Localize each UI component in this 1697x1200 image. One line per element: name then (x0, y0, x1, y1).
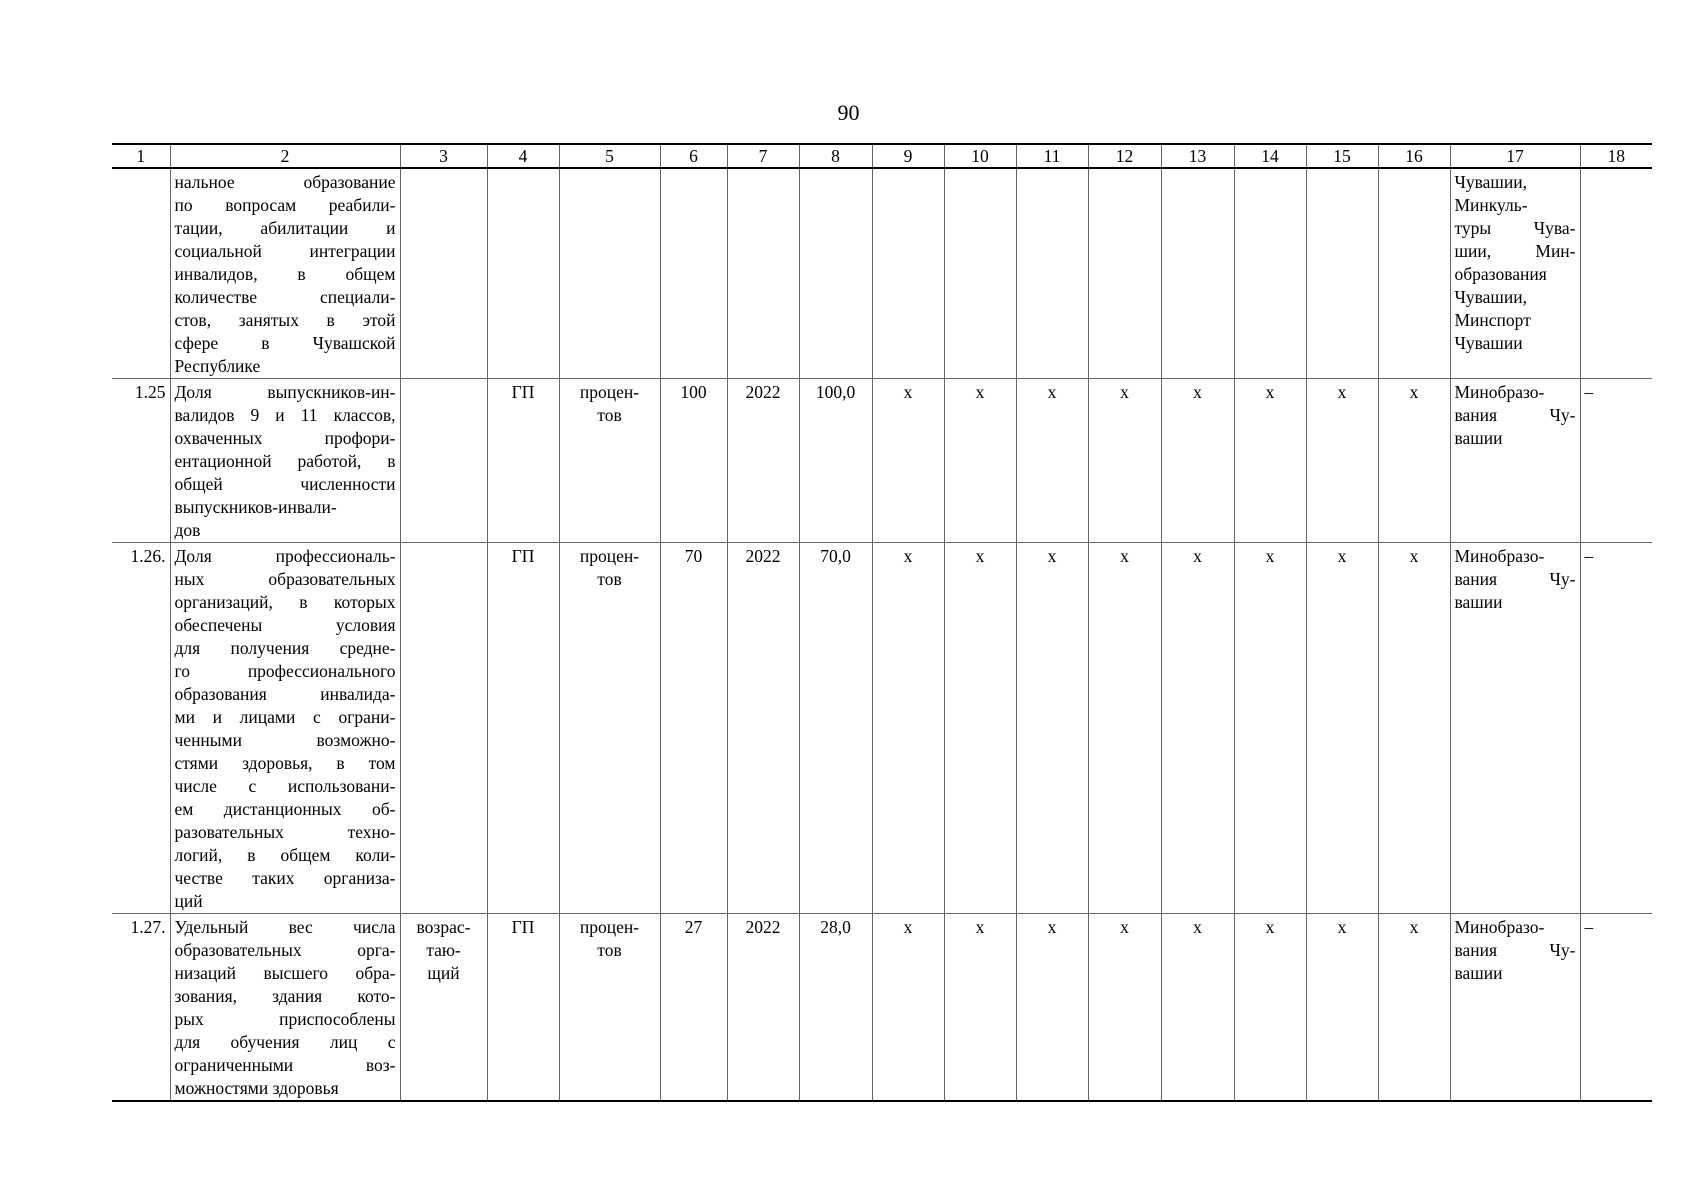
source-cell: ГП (487, 379, 559, 543)
trend-cell (400, 543, 487, 914)
value-col-8: 70,0 (799, 543, 872, 914)
indicator-name-line: ем дистанционных об- (174, 799, 396, 819)
column-header-6: 6 (660, 144, 727, 168)
column-header-2: 2 (170, 144, 400, 168)
column-header-15: 15 (1306, 144, 1378, 168)
value-col-6: 70 (660, 543, 727, 914)
row-number: 1.25 (112, 379, 170, 543)
responsible-cell (1450, 168, 1580, 379)
responsible-cell-line: вания Чу- (1454, 569, 1576, 589)
value-col-15: x (1306, 543, 1378, 914)
column-header-11: 11 (1016, 144, 1088, 168)
unit-cell-line: тов (597, 405, 622, 425)
value-col-15 (1306, 168, 1378, 379)
responsible-cell-line: Минобразо- (1454, 917, 1545, 937)
responsible-cell-line: вашии (1454, 963, 1503, 983)
value-col-16: x (1378, 543, 1450, 914)
indicator-name-line: для получения средне- (174, 638, 396, 658)
source-cell: ГП (487, 543, 559, 914)
note-cell (1580, 168, 1652, 379)
indicator-name-line: логий, в общем коли- (174, 845, 396, 865)
column-header-13: 13 (1161, 144, 1234, 168)
indicator-name-line: общей численности (174, 474, 396, 494)
value-col-16 (1378, 168, 1450, 379)
column-header-14: 14 (1234, 144, 1306, 168)
indicator-name-line: ций (174, 891, 203, 911)
responsible-cell-line: Минкуль- (1454, 195, 1528, 215)
source-cell: ГП (487, 914, 559, 1102)
value-col-12: x (1088, 379, 1161, 543)
year-cell: 2022 (727, 379, 799, 543)
indicator-name-line: охваченных профори- (174, 428, 396, 448)
indicator-name-line: ентационной работой, в (174, 451, 396, 471)
responsible-cell-line: вашии (1454, 592, 1503, 612)
indicator-name (170, 914, 400, 1102)
responsible-cell-line: Чувашии, (1454, 287, 1528, 307)
column-header-3: 3 (400, 144, 487, 168)
value-col-6: 100 (660, 379, 727, 543)
responsible-cell-line: образования (1454, 264, 1547, 284)
indicator-name-line: по вопросам реабили- (174, 195, 396, 215)
indicator-name-line: для обучения лиц с (174, 1032, 396, 1052)
value-col-14: x (1234, 543, 1306, 914)
indicator-name (170, 543, 400, 914)
page-number: 90 (837, 100, 860, 125)
responsible-cell (1450, 379, 1580, 543)
responsible-cell (1450, 543, 1580, 914)
value-col-10 (944, 168, 1016, 379)
value-col-6 (660, 168, 727, 379)
column-header-17: 17 (1450, 144, 1580, 168)
value-col-14 (1234, 168, 1306, 379)
indicator-name (170, 379, 400, 543)
responsible-cell-line: Минспорт (1454, 310, 1531, 330)
value-col-8: 28,0 (799, 914, 872, 1102)
indicator-name-line: организаций, в которых (174, 592, 396, 612)
table-row (112, 168, 1652, 379)
column-header-1: 1 (112, 144, 170, 168)
value-col-12: x (1088, 914, 1161, 1102)
indicator-name-line: образовательных орга- (174, 940, 396, 960)
value-col-9: x (872, 379, 944, 543)
value-col-16: x (1378, 914, 1450, 1102)
indicator-name-line: числе с использовани- (174, 776, 396, 796)
unit-cell-line: процен- (579, 917, 640, 937)
indicator-name-line: нальное образование (174, 172, 396, 192)
source-cell (487, 168, 559, 379)
value-col-10: x (944, 914, 1016, 1102)
value-col-13 (1161, 168, 1234, 379)
responsible-cell-line: шии, Мин- (1454, 241, 1576, 261)
note-cell: – (1580, 379, 1652, 543)
value-col-10: x (944, 379, 1016, 543)
value-col-11: x (1016, 914, 1088, 1102)
year-cell (727, 168, 799, 379)
indicator-name-line: Республике (174, 356, 261, 376)
indicator-name-line: выпускников-инвали- (174, 497, 337, 517)
value-col-8 (799, 168, 872, 379)
header-row (112, 144, 1652, 168)
value-col-12: x (1088, 543, 1161, 914)
value-col-9: x (872, 914, 944, 1102)
indicator-name-line: валидов 9 и 11 классов, (174, 405, 396, 425)
indicator-name-line: ми и лицами с ограни- (174, 707, 396, 727)
value-col-11: x (1016, 379, 1088, 543)
indicator-name-line: можностями здоровья (174, 1078, 339, 1098)
indicator-name-line: рых приспособлены (174, 1009, 396, 1029)
unit-cell-line: процен- (579, 546, 640, 566)
indicator-name-line: Удельный вес числа (174, 917, 396, 937)
table-row (112, 543, 1652, 914)
responsible-cell (1450, 914, 1580, 1102)
row-number: 1.27. (112, 914, 170, 1102)
value-col-16: x (1378, 379, 1450, 543)
indicator-name-line: обеспечены условия (174, 615, 396, 635)
responsible-cell-line: Чувашии, (1454, 172, 1528, 192)
value-col-6: 27 (660, 914, 727, 1102)
trend-cell-line: таю- (426, 940, 461, 960)
column-header-16: 16 (1378, 144, 1450, 168)
value-col-14: x (1234, 379, 1306, 543)
indicator-name-line: зования, здания кото- (174, 986, 396, 1006)
indicator-name-line: ных образовательных (174, 569, 396, 589)
year-cell: 2022 (727, 914, 799, 1102)
indicator-name-line: Доля выпускников-ин- (174, 382, 396, 402)
value-col-9: x (872, 543, 944, 914)
row-number: 1.26. (112, 543, 170, 914)
column-header-7: 7 (727, 144, 799, 168)
indicator-name-line: Доля профессиональ- (174, 546, 396, 566)
value-col-11: x (1016, 543, 1088, 914)
responsible-cell-line: Минобразо- (1454, 546, 1545, 566)
value-col-12 (1088, 168, 1161, 379)
indicator-name-line: низаций высшего обра- (174, 963, 396, 983)
value-col-9 (872, 168, 944, 379)
unit-cell-line: процен- (579, 382, 640, 402)
column-header-5: 5 (559, 144, 660, 168)
responsible-cell-line: туры Чува- (1454, 218, 1576, 238)
indicator-name-line: образования инвалида- (174, 684, 396, 704)
indicator-name-line: тации, абилитации и (174, 218, 396, 238)
trend-cell (400, 379, 487, 543)
indicator-name-line: сфере в Чувашской (174, 333, 396, 353)
year-cell: 2022 (727, 543, 799, 914)
note-cell: – (1580, 914, 1652, 1102)
column-header-12: 12 (1088, 144, 1161, 168)
indicator-name (170, 168, 400, 379)
table-row (112, 379, 1652, 543)
column-header-10: 10 (944, 144, 1016, 168)
indicator-name-line: стов, занятых в этой (174, 310, 396, 330)
responsible-cell-line: вания Чу- (1454, 940, 1576, 960)
row-number (112, 168, 170, 379)
column-header-8: 8 (799, 144, 872, 168)
note-cell: – (1580, 543, 1652, 914)
unit-cell (559, 168, 660, 379)
table-body (112, 168, 1652, 1101)
indicator-name-line: ченными возможно- (174, 730, 396, 750)
column-header-18: 18 (1580, 144, 1652, 168)
indicator-name-line: стями здоровья, в том (174, 753, 396, 773)
indicators-table (112, 143, 1652, 1102)
value-col-13: x (1161, 914, 1234, 1102)
table-row (112, 914, 1652, 1102)
unit-cell (559, 543, 660, 914)
value-col-8: 100,0 (799, 379, 872, 543)
unit-cell-line: тов (597, 569, 622, 589)
indicator-name-line: честве таких организа- (174, 868, 396, 888)
column-header-9: 9 (872, 144, 944, 168)
indicator-name-line: ограниченными воз- (174, 1055, 396, 1075)
trend-cell (400, 914, 487, 1102)
trend-cell (400, 168, 487, 379)
indicator-name-line: разовательных техно- (174, 822, 396, 842)
indicator-name-line: инвалидов, в общем (174, 264, 396, 284)
unit-cell (559, 914, 660, 1102)
value-col-10: x (944, 543, 1016, 914)
unit-cell (559, 379, 660, 543)
indicator-name-line: го профессионального (174, 661, 396, 681)
responsible-cell-line: Чувашии (1454, 333, 1523, 353)
value-col-13: x (1161, 543, 1234, 914)
trend-cell-line: возрас- (416, 917, 471, 937)
column-header-4: 4 (487, 144, 559, 168)
responsible-cell-line: вания Чу- (1454, 405, 1576, 425)
indicator-name-line: количестве специали- (174, 287, 396, 307)
responsible-cell-line: вашии (1454, 428, 1503, 448)
value-col-15: x (1306, 379, 1378, 543)
value-col-13: x (1161, 379, 1234, 543)
responsible-cell-line: Минобразо- (1454, 382, 1545, 402)
trend-cell-line: щий (427, 963, 460, 983)
value-col-11 (1016, 168, 1088, 379)
value-col-14: x (1234, 914, 1306, 1102)
unit-cell-line: тов (597, 940, 622, 960)
indicator-name-line: социальной интеграции (174, 241, 396, 261)
value-col-15: x (1306, 914, 1378, 1102)
indicator-name-line: дов (174, 520, 201, 540)
